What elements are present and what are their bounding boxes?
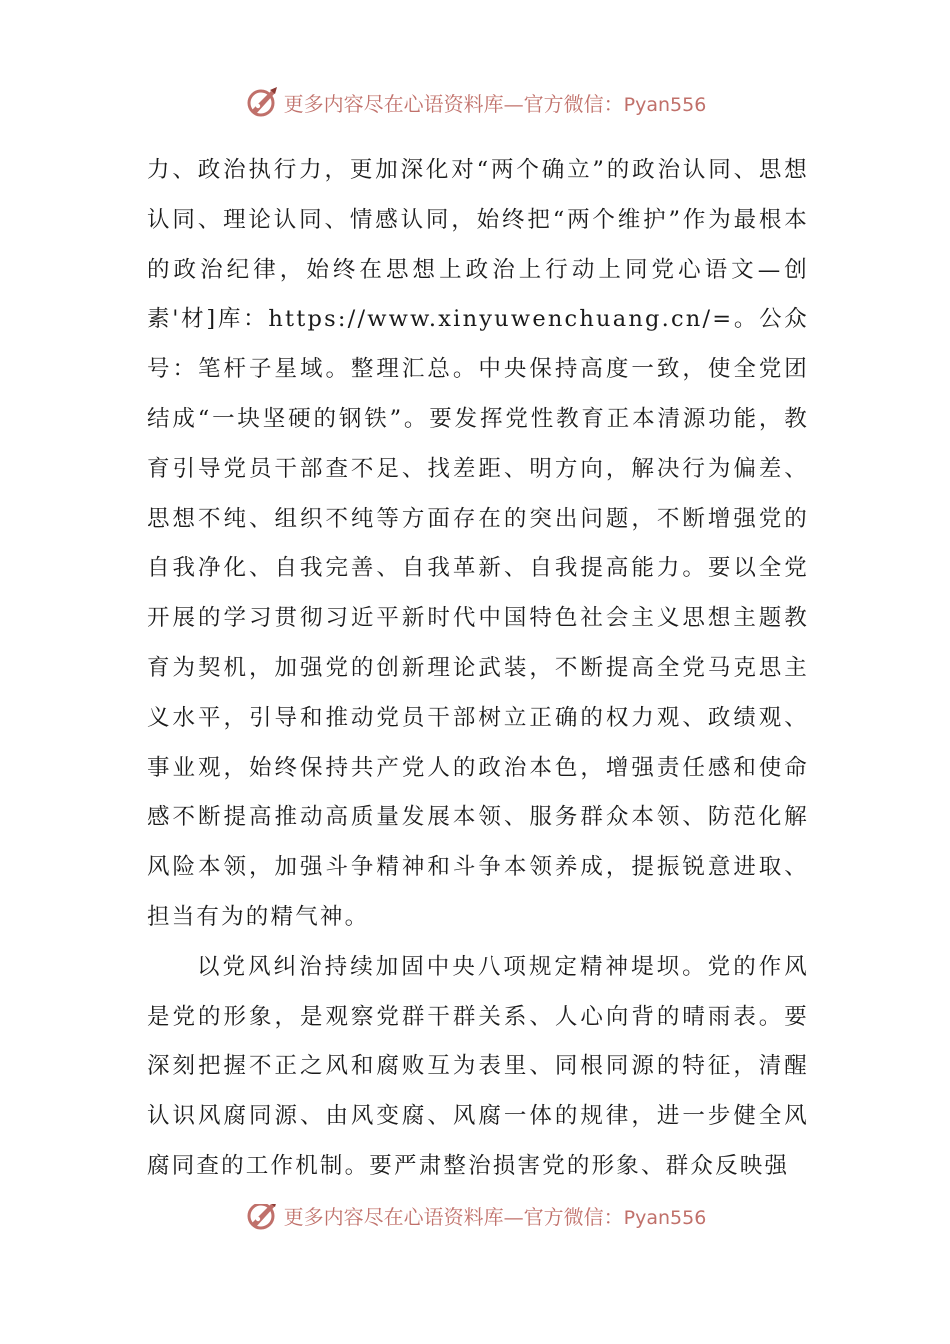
footer-banner [0,1204,950,1240]
document-body [147,146,809,1192]
pen-logo-icon [244,1204,280,1233]
paragraph-2: 以党风纠治持续加固中央八项规定精神堤坝。党的作风是党的形象，是观察党群干群关系、人心向背的晴雨表。要深刻把握不正之风和腐败互为表里、同根同源的特征，清醒认识风腐同源、由风变腐、风腐一体的规律，进一步健全风腐同查的工作机制。要严肃整治损害党的形象、群众反映强 [147,953,809,1179]
footer-banner-id: Pyan556 [623,1206,707,1229]
footer-banner-text: 更多内容尽在心语资料库—官方微信：Pyan556 [283,1204,707,1229]
header-banner [0,82,950,122]
paragraph-1: 力、政治执行力，更加深化对“两个确立”的政治认同、思想认同、理论认同、情感认同，始终把“两个维护”作为最根本的政治纪律，始终在思想上政治上行动上同党心语文—创素'材]库：https://www.xinyuwenchuang.cn/=。公众号：笔杆子星域。整理汇总。中央保持高度一致，使全党团结成“一块坚硬的钢铁”。要发挥党性教育正本清源功能，教育引导党员干部查不足、找差距、明方向，解决行为偏差、思想不纯、组织不纯等方面存在的突出问题，不断增强党的自我净化、自我完善、自我革新、自我提高能力。要以全党开展的学习贯彻习近平新时代中国特色社会主义思想主题教育为契机，加强党的创新理论武装，不断提高全党马克思主义水平，引导和推动党员干部树立正确的权力观、政绩观、事业观，始终保持共产党人的政治本色，增强责任感和使命感不断提高推动高质量发展本领、服务群众本领、防范化解风险本领，加强斗争精神和斗争本领养成，提振锐意进取、担当有为的精气神。 [147,157,809,930]
header-banner-id: Pyan556 [623,93,707,116]
header-banner-text: 更多内容尽在心语资料库—官方微信：Pyan556 [283,91,707,116]
pen-logo-icon [244,84,280,120]
